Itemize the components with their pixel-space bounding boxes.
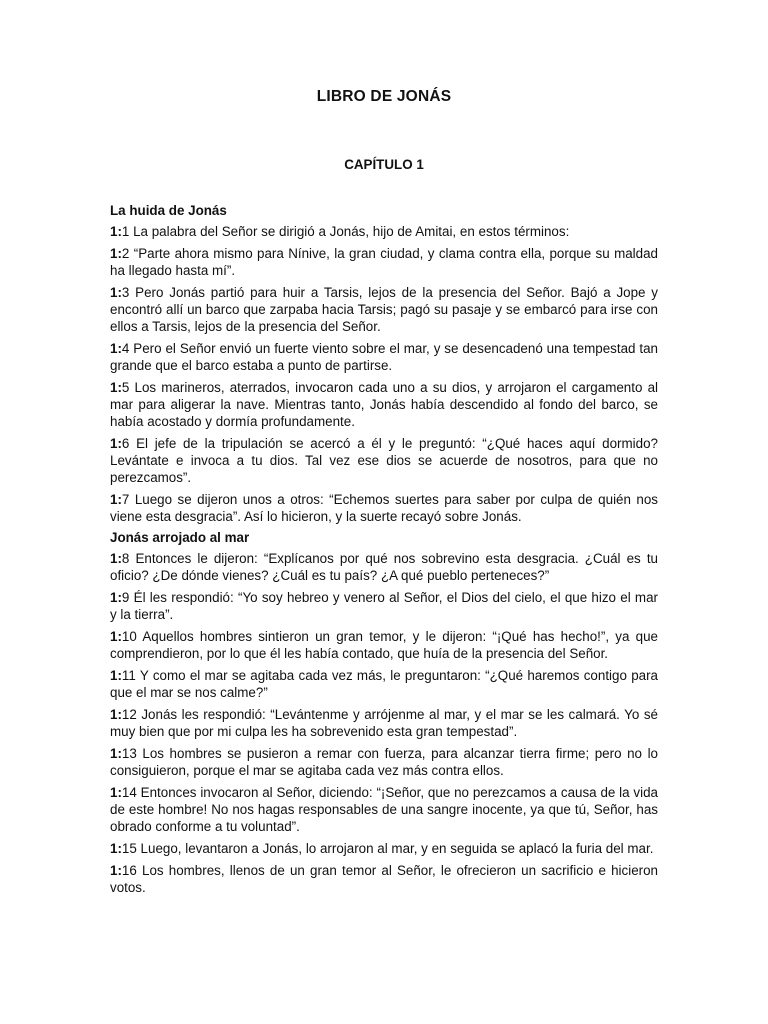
verse-number: 9 (121, 590, 130, 605)
verse-number: 16 (121, 863, 137, 878)
verse (110, 245, 658, 279)
verse-text: Aquellos hombres sintieron un gran temor, y le dijeron: “¡Qué has hecho!”, ya que comprendieron, por lo que él les había contado, que huía de la presencia del Señor. (110, 629, 658, 661)
verse-text: Luego, levantaron a Jonás, lo arrojaron al mar, y en seguida se aplacó la furia del mar. (136, 841, 654, 856)
verse-chapter-ref: 1: (110, 285, 122, 300)
verse (110, 223, 658, 240)
verse (110, 340, 658, 374)
section-heading: La huida de Jonás (110, 203, 227, 218)
verse-number: 8 (121, 551, 130, 566)
verse-chapter-ref: 1: (110, 785, 122, 800)
verse-text: Los hombres se pusieron a remar con fuerza, para alcanzar tierra firme; pero no lo consiguieron, porque el mar se agitaba cada vez más contra ellos. (110, 746, 658, 778)
verse-number: 13 (121, 746, 137, 761)
verse (110, 840, 658, 857)
verse-chapter-ref: 1: (110, 380, 122, 395)
verse-number: 4 (121, 341, 130, 356)
verse-number: 14 (121, 785, 137, 800)
verse (110, 435, 658, 486)
verse (110, 628, 658, 662)
verse (110, 550, 658, 584)
verse (110, 667, 658, 701)
verse-text: Entonces le dijeron: “Explícanos por qué nos sobrevino esta desgracia. ¿Cuál es tu oficio? ¿De dónde vienes? ¿Cuál es tu país? ¿A qué pueblo perteneces?” (110, 551, 658, 583)
verse (110, 491, 658, 525)
verse-number: 6 (121, 436, 130, 451)
chapter-content (110, 202, 658, 896)
verse (110, 284, 658, 335)
verse-text: Los hombres, llenos de un gran temor al Señor, le ofrecieron un sacrificio e hicieron votos. (110, 863, 658, 895)
verse-text: Luego se dijeron unos a otros: “Echemos suertes para saber por culpa de quién nos viene esta desgracia”. Así lo hicieron, y la suerte recayó sobre Jonás. (110, 492, 658, 524)
verse-number: 15 (121, 841, 137, 856)
verse-text: Jonás les respondió: “Levántenme y arrójenme al mar, y el mar se les calmará. Yo sé muy bien que por mi culpa les ha sobrevenido esta gran tempestad”. (110, 707, 658, 739)
verse-text: Los marineros, aterrados, invocaron cada uno a su dios, y arrojaron el cargamento al mar para aligerar la nave. Mientras tanto, Jonás había descendido al fondo del barco, se había acostado y dormía profundamente. (110, 380, 658, 429)
verse (110, 706, 658, 740)
verse-number: 7 (121, 492, 130, 507)
verse-chapter-ref: 1: (110, 841, 122, 856)
verse-number: 11 (121, 668, 136, 683)
book-title: LIBRO DE JONÁS (316, 88, 452, 105)
verse-chapter-ref: 1: (110, 436, 122, 451)
verse (110, 379, 658, 430)
verse-number: 5 (121, 380, 130, 395)
verse (110, 784, 658, 835)
verse (110, 862, 658, 896)
verse-text: Entonces invocaron al Señor, diciendo: “¡Señor, que no perezcamos a causa de la vida de este hombre! No nos hagas responsables de una sangre inocente, ya que tú, Señor, has obrado conforme a tu voluntad”. (110, 785, 658, 834)
verse-chapter-ref: 1: (110, 863, 122, 878)
section-heading: Jonás arrojado al mar (110, 530, 250, 545)
verse-chapter-ref: 1: (110, 492, 122, 507)
verse-chapter-ref: 1: (110, 246, 122, 261)
verse-chapter-ref: 1: (110, 629, 122, 644)
verse-text: Y como el mar se agitaba cada vez más, le preguntaron: “¿Qué haremos contigo para que el mar se nos calme?” (110, 668, 658, 700)
verse-text: Pero Jonás partió para huir a Tarsis, lejos de la presencia del Señor. Bajó a Jope y encontró allí un barco que zarpaba hacia Tarsis; pagó su pasaje y se embarcó para irse con ellos a Tarsis, lejos de la presencia del Señor. (110, 285, 658, 334)
verse-text: La palabra del Señor se dirigió a Jonás, hijo de Amitai, en estos términos: (129, 224, 570, 239)
verse-number: 1 (121, 224, 130, 239)
verse-text: Él les respondió: “Yo soy hebreo y venero al Señor, el Dios del cielo, el que hizo el mar y la tierra”. (110, 590, 658, 622)
verse-chapter-ref: 1: (110, 590, 122, 605)
verse (110, 589, 658, 623)
verse-number: 10 (121, 629, 137, 644)
chapter-title: CAPÍTULO 1 (344, 157, 424, 172)
verse-chapter-ref: 1: (110, 668, 122, 683)
verse-chapter-ref: 1: (110, 224, 122, 239)
verse-text: “Parte ahora mismo para Nínive, la gran ciudad, y clama contra ella, porque su maldad ha llegado hasta mí”. (110, 246, 658, 278)
verse (110, 745, 658, 779)
verse-chapter-ref: 1: (110, 746, 122, 761)
verse-chapter-ref: 1: (110, 707, 122, 722)
verse-chapter-ref: 1: (110, 551, 122, 566)
verse-number: 3 (121, 285, 130, 300)
verse-number: 12 (121, 707, 137, 722)
verse-text: El jefe de la tripulación se acercó a él y le preguntó: “¿Qué haces aquí dormido? Levántate e invoca a tu dios. Tal vez ese dios se acuerde de nosotros, para que no perezcamos”. (110, 436, 658, 485)
verse-number: 2 (121, 246, 130, 261)
verse-text: Pero el Señor envió un fuerte viento sobre el mar, y se desencadenó una tempestad tan grande que el barco estaba a punto de partirse. (110, 341, 658, 373)
verse-chapter-ref: 1: (110, 341, 122, 356)
